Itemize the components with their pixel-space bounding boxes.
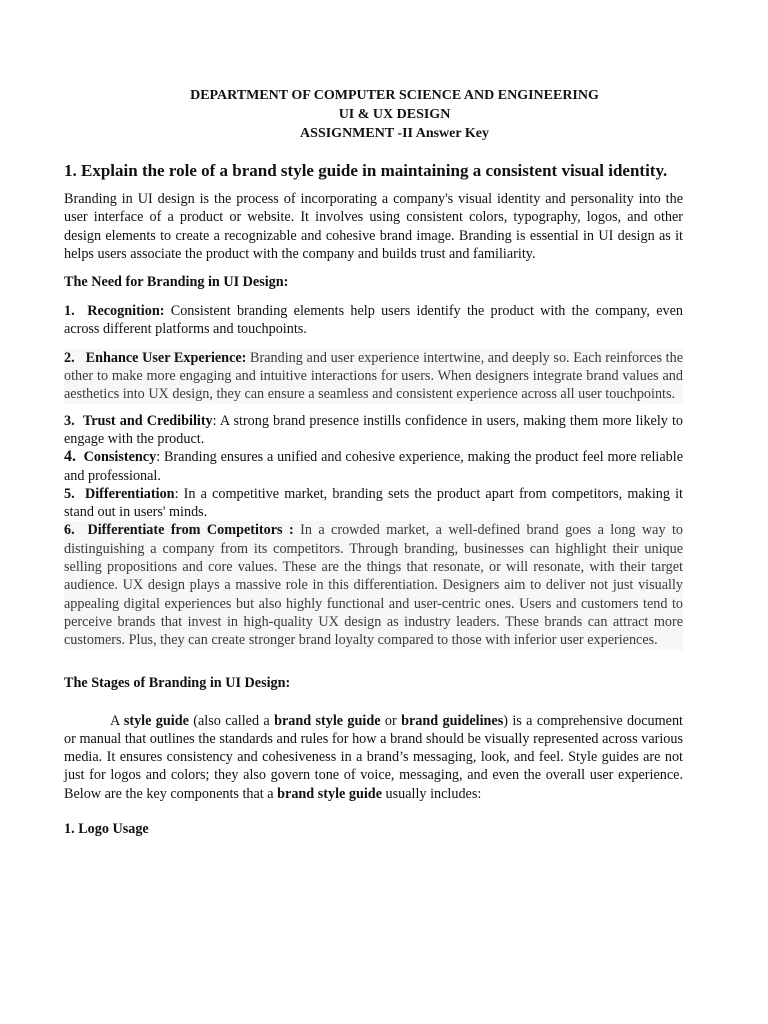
point-differentiation bbox=[64, 485, 683, 522]
point-title: Consistency bbox=[83, 449, 157, 466]
bold-term: brand guidelines bbox=[401, 712, 504, 729]
points-block bbox=[64, 412, 683, 650]
bold-term: brand style guide bbox=[277, 785, 382, 802]
point-title: Differentiation bbox=[84, 485, 175, 502]
point-number: 5. bbox=[64, 485, 75, 502]
point-number: 4. bbox=[64, 448, 76, 466]
bold-term: brand style guide bbox=[274, 712, 381, 729]
point-text: In a crowded market, a well-defined brand goes a long way to distinguishing a company from its competitors. Through branding, businesses can highlight their unique selling propositions and core values. These are the things that resonate, or will resonate, with their target audience. UX design plays a massive role in this differentiation. Designers aim to deliver not just visually appealing digital experiences but also highly functional and user-centric ones. Users and customers tend to perceive brands that invest in high-quality UX design as industry leaders. These brands can attract more customers. Plus, they can create stronger brand loyalty compared to those with inferior user experiences. bbox=[64, 522, 684, 649]
point-number: 1. bbox=[64, 303, 75, 320]
need-heading: The Need for Branding in UI Design: bbox=[64, 274, 289, 291]
stages-heading: The Stages of Branding in UI Design: bbox=[64, 674, 291, 691]
point-number: 6. bbox=[64, 522, 75, 539]
point-differentiate-competitors bbox=[64, 521, 683, 649]
text-run: ) is a comprehensive document or manual that outlines the standards and rules for how a brand should be visually represented across various media. It ensures consistency and cohesiveness in a brand’s messaging, look, and feel. Style guides are not just for logos and colors; they also govern tone of voice, messaging, and even the overall user experience. Below are the key components that a bbox=[64, 712, 683, 802]
point-trust bbox=[64, 412, 683, 449]
point-text: : Branding ensures a unified and cohesive experience, making the product feel more reliable and professional. bbox=[64, 449, 683, 484]
point-text: Branding and user experience intertwine, and deeply so. Each reinforces the other to make more engaging and intuitive interactions for users. When designers integrate brand values and aesthetics into UX design, they can ensure a seamless and consistent experience across all user touchpoints. bbox=[64, 349, 683, 403]
point-title: Recognition: bbox=[87, 303, 165, 320]
point-title: Differentiate from Competitors : bbox=[87, 522, 294, 539]
point-enhance-ux bbox=[64, 349, 683, 404]
text-run: A bbox=[110, 712, 124, 729]
point-title: Trust and Credibility bbox=[82, 412, 213, 429]
point-text: : In a competitive market, branding sets the product apart from competitors, making it stand out in users' minds. bbox=[64, 485, 683, 521]
text-run: usually includes: bbox=[382, 785, 482, 802]
course-title: UI & UX DESIGN bbox=[338, 107, 451, 122]
question-heading: 1. Explain the role of a brand style guide in maintaining a consistent visual identity. bbox=[64, 161, 668, 180]
document-page bbox=[64, 86, 683, 838]
text-run: or bbox=[380, 712, 402, 729]
point-text: Consistent branding elements help users identify the product with the company, even across different platforms and touchpoints. bbox=[64, 303, 684, 338]
document-header bbox=[106, 86, 683, 143]
intro-paragraph: Branding in UI design is the process of incorporating a company's visual identity and personality into the user interface of a product or website. It involves using consistent colors, typography, logos, and other design elements to create a recognizable and cohesive brand image. Branding is essential in UI design as it helps users associate the product with the company and builds trust and familiarity. bbox=[64, 191, 683, 262]
point-recognition bbox=[64, 302, 683, 339]
logo-usage-heading: 1. Logo Usage bbox=[64, 821, 149, 838]
point-consistency bbox=[64, 448, 683, 485]
department-title: DEPARTMENT OF COMPUTER SCIENCE AND ENGINEERING bbox=[190, 88, 599, 103]
assignment-title: ASSIGNMENT -II Answer Key bbox=[300, 126, 489, 141]
bold-term: style guide bbox=[123, 712, 189, 729]
point-number: 2. bbox=[64, 349, 75, 366]
style-guide-paragraph bbox=[64, 712, 683, 803]
point-title: Enhance User Experience: bbox=[85, 349, 247, 366]
text-run: (also called a bbox=[188, 712, 275, 729]
point-text: : A strong brand presence instills confidence in users, making them more likely to engage with the product. bbox=[64, 412, 684, 447]
point-number: 3. bbox=[64, 412, 75, 429]
